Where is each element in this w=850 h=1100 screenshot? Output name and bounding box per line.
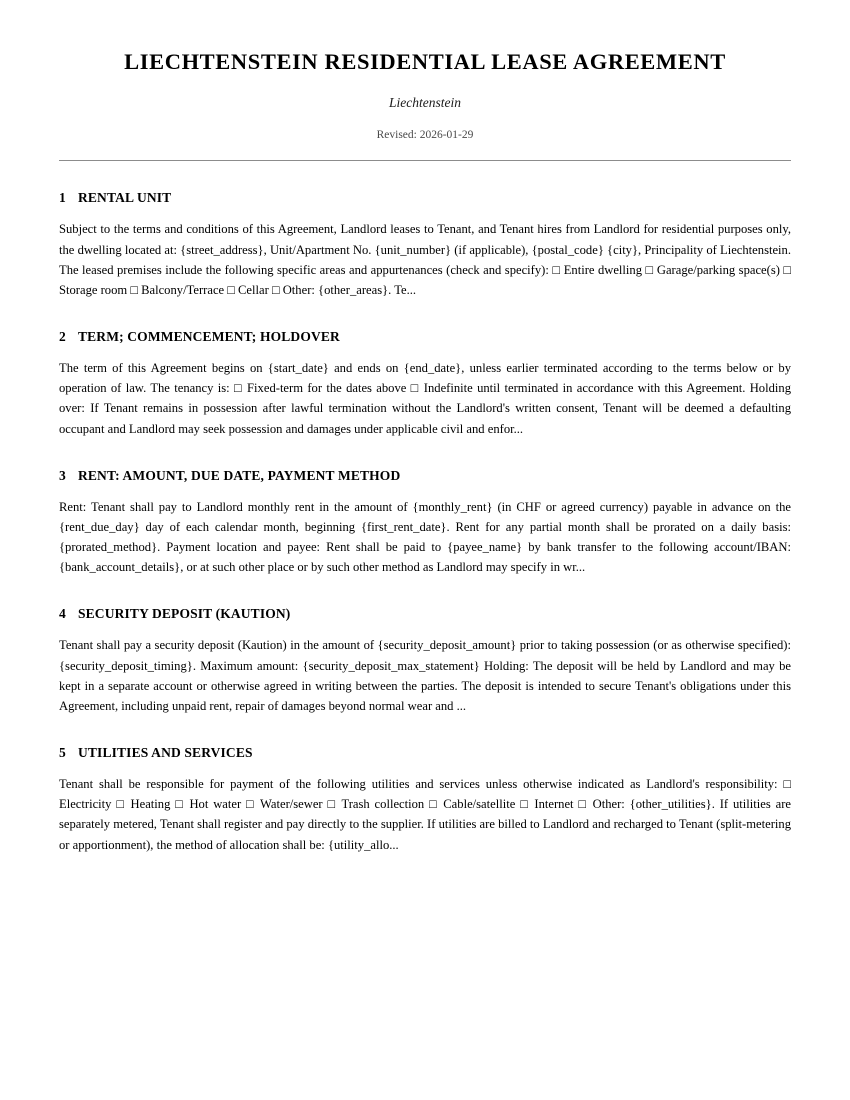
section-1-number: 1 <box>59 190 66 206</box>
page-title: LIECHTENSTEIN RESIDENTIAL LEASE AGREEMENT <box>124 49 726 74</box>
section-5-title: UTILITIES AND SERVICES <box>78 745 253 761</box>
section-3 <box>59 468 791 578</box>
header-divider <box>59 160 791 161</box>
section-1 <box>59 190 791 300</box>
section-5-body: Tenant shall be responsible for payment of the following utilities and services unless otherwise indicated as Landlord's responsibility: □ Electricity □ Heating □ Hot water □ Water/sewer □ Trash collection □ Cable/satellite □ Internet □ Other: {other_utilities}. If utilities are separately metered, Tenant shall register and pay directly to the supplier. If utilities are billed to Landlord and recharged to Tenant (split-metering or apportionment), the method of allocation shall be: {utility_allo... <box>59 777 791 852</box>
section-3-heading <box>59 468 791 485</box>
section-4-title: SECURITY DEPOSIT (KAUTION) <box>78 606 291 622</box>
section-5-number: 5 <box>59 745 66 761</box>
section-1-body: Subject to the terms and conditions of this Agreement, Landlord leases to Tenant, and Tenant hires from Landlord for residential purposes only, the dwelling located at: {street_address}, Unit/Apartment No. {unit_number} (if applicable), {postal_code} {city}, Principality of Liechtenstein. The leased premises include the following specific areas and appurtenances (check and specify): □ Entire dwelling □ Garage/parking space(s) □ Storage room □ Balcony/Terrace □ Cellar □ Other: {other_areas}. Te... <box>59 222 791 297</box>
section-1-heading <box>59 190 791 207</box>
section-2-heading <box>59 329 791 346</box>
section-4-heading <box>59 606 791 623</box>
section-3-title: RENT: AMOUNT, DUE DATE, PAYMENT METHOD <box>78 467 401 483</box>
section-2-title: TERM; COMMENCEMENT; HOLDOVER <box>78 329 340 345</box>
section-3-number: 3 <box>59 467 66 483</box>
section-5-heading <box>59 745 791 762</box>
section-4-body: Tenant shall pay a security deposit (Kaution) in the amount of {security_deposit_amount} prior to taking possession (or as otherwise specified): {security_deposit_timing}. Maximum amount: {security_deposit_max_statement} Holding: The deposit will be held by Landlord and may be kept in a separate account or otherwise agreed in writing between the parties. The deposit is intended to secure Tenant's obligations under this Agreement, including unpaid rent, repair of damages beyond normal wear and ... <box>59 638 791 713</box>
section-2-body: The term of this Agreement begins on {start_date} and ends on {end_date}, unless earlier terminated according to the terms below or by operation of law. The tenancy is: □ Fixed-term for the dates above □ Indefinite until terminated in accordance with this Agreement. Holding over: If Tenant remains in possession after lawful termination without the Landlord's written consent, Tenant will be deemed a defaulting occupant and Landlord may seek possession and damages under applicable civil and enfor... <box>59 360 791 436</box>
section-5 <box>59 745 791 855</box>
section-2 <box>59 329 791 439</box>
section-3-body: Rent: Tenant shall pay to Landlord monthly rent in the amount of {monthly_rent} (in CHF or agreed currency) payable in advance on the {rent_due_day} day of each calendar month, beginning {first_rent_date}. Rent for any partial month shall be prorated on a daily basis: {prorated_method}. Payment location and payee: Rent shall be paid to {payee_name} by bank transfer to the following account/IBAN: {bank_account_details}, or at such other place or by such other method as Landlord may specify in wr... <box>59 499 791 575</box>
document-header <box>59 0 791 161</box>
section-2-number: 2 <box>59 329 66 345</box>
section-1-title: RENTAL UNIT <box>78 190 172 206</box>
section-4 <box>59 606 791 716</box>
document-subtitle: Liechtenstein <box>389 95 461 111</box>
section-4-number: 4 <box>59 606 66 622</box>
document-revised-date: Revised: 2026-01-29 <box>376 128 474 141</box>
document-sections <box>59 190 791 854</box>
